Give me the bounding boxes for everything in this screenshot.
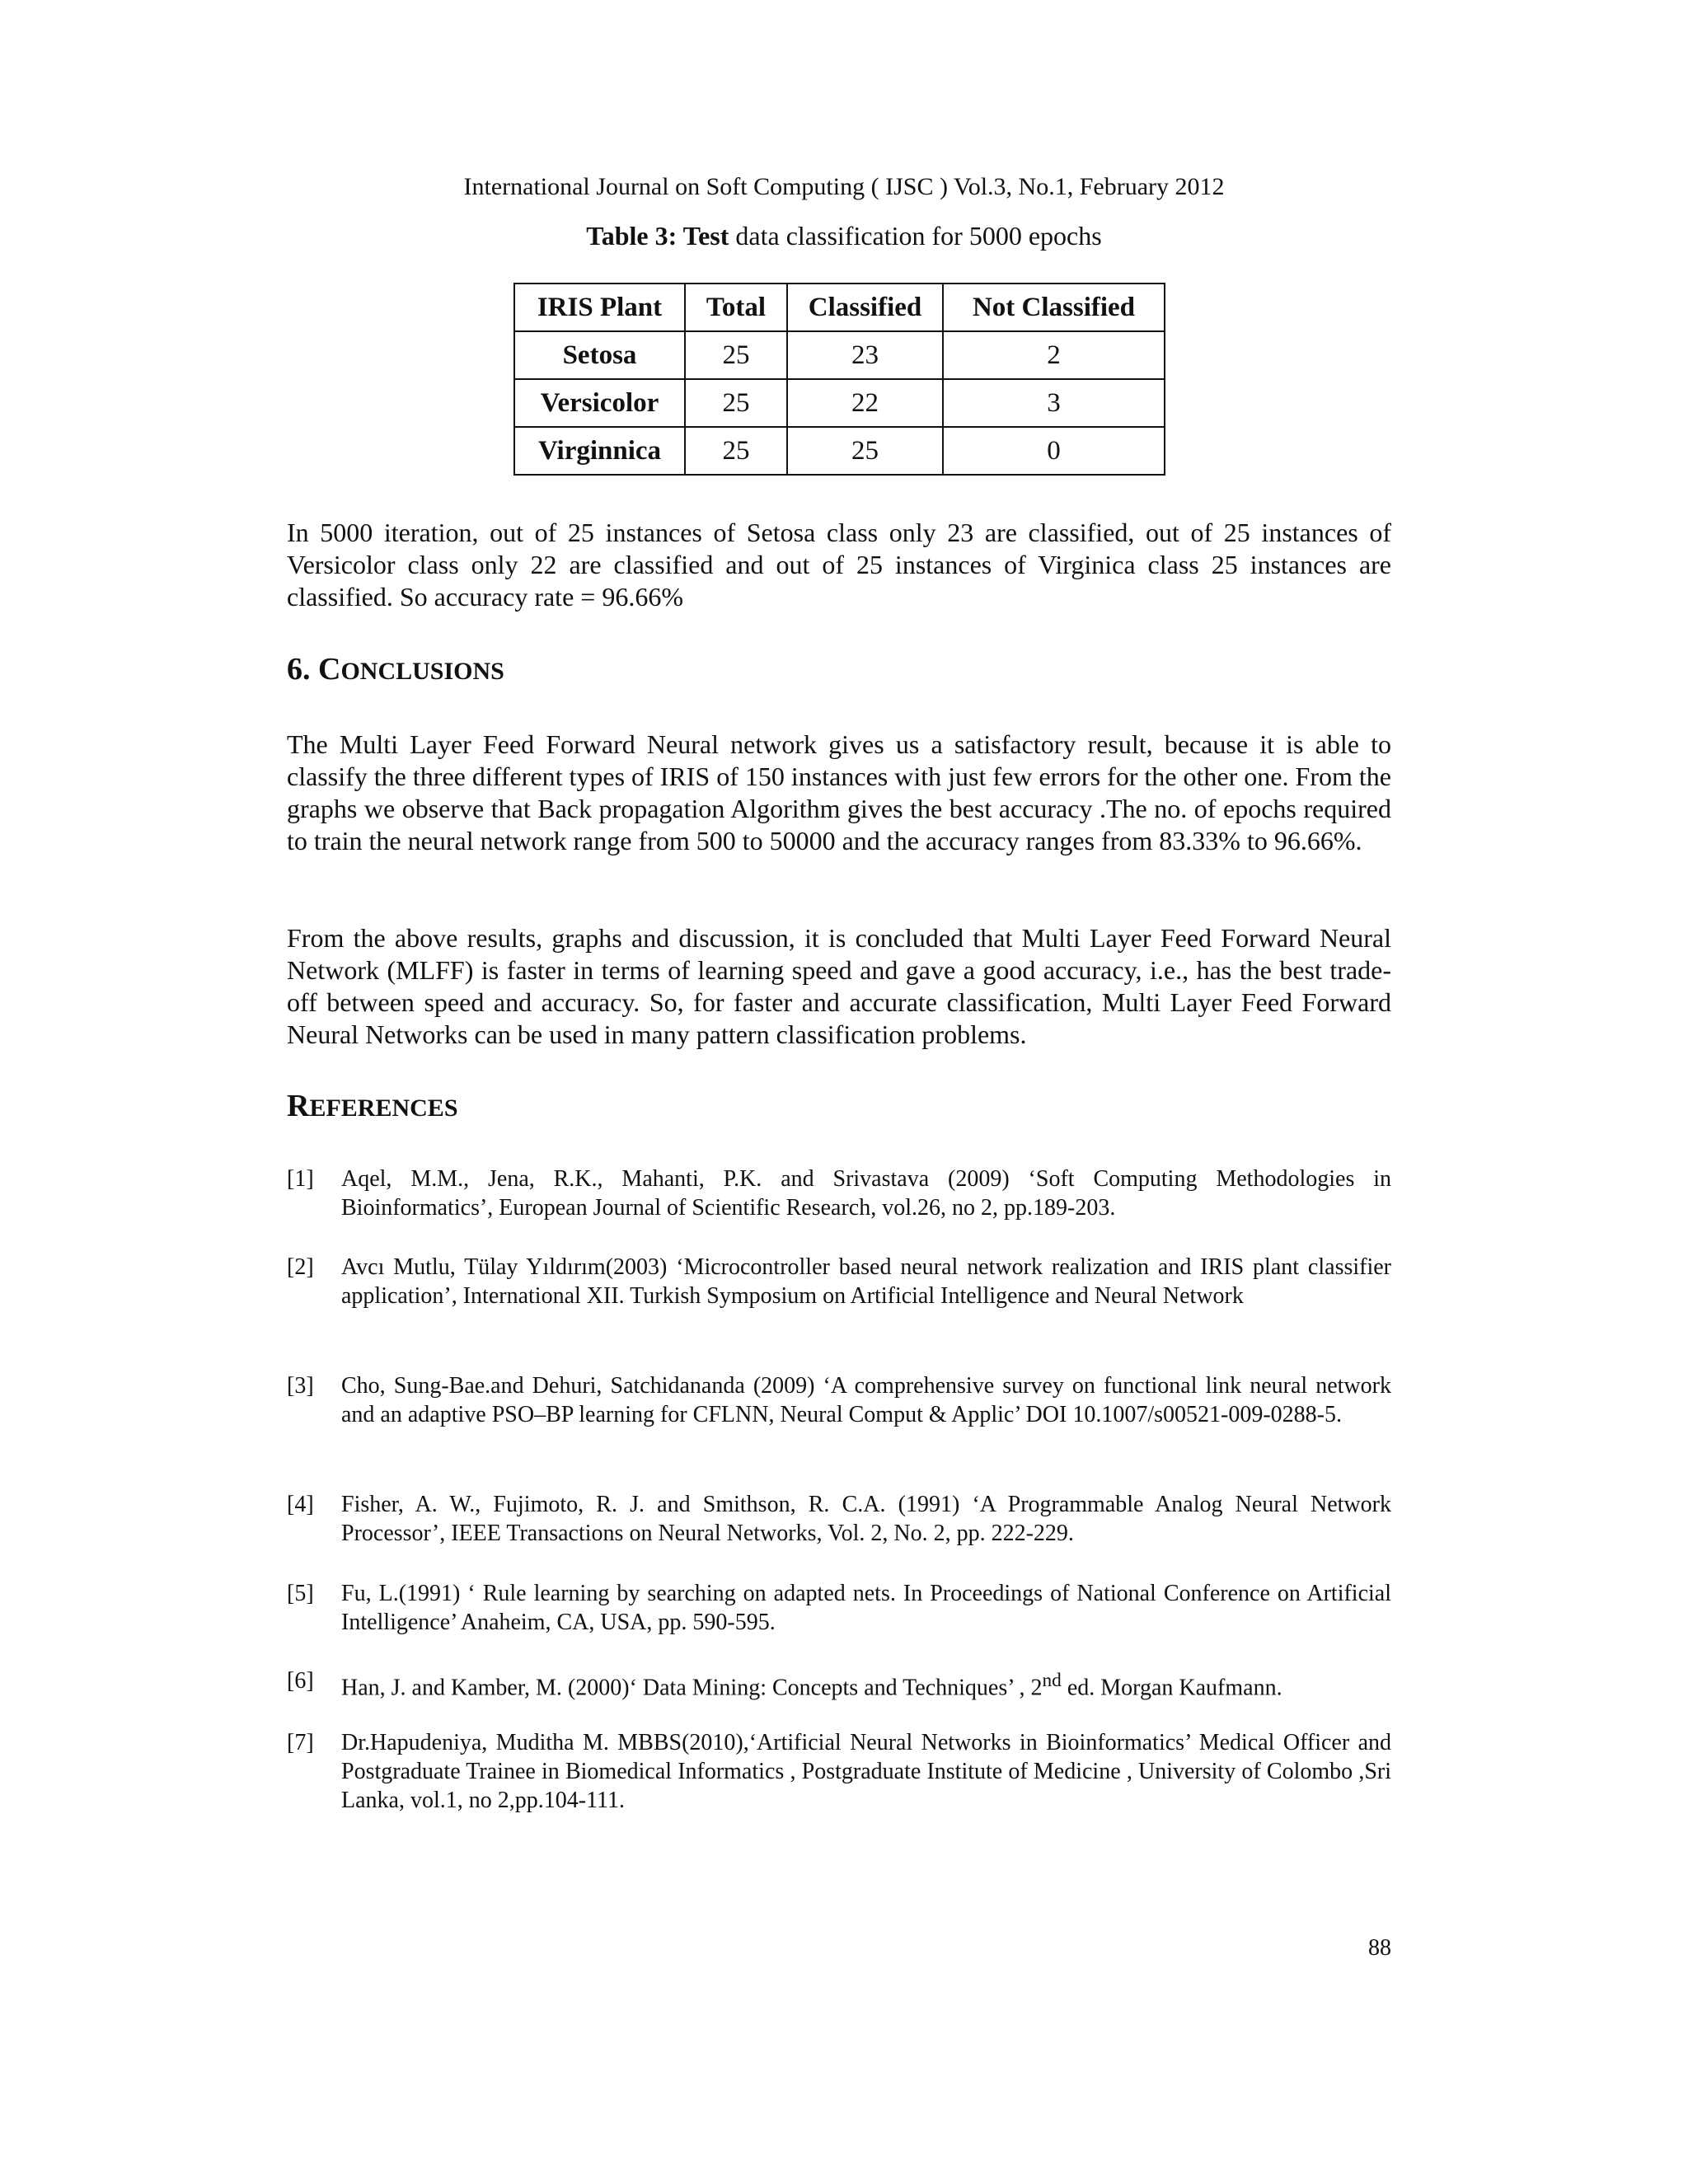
reference-text: Fu, L.(1991) ‘ Rule learning by searching on adapted nets. In Proceedings of National Conference on Artificial Intelligence’ Anaheim, CA, USA, pp. 590-595. [341, 1581, 1391, 1635]
table-cell: 0 [943, 427, 1165, 475]
table-row [514, 379, 1165, 427]
references-heading-initial: R [287, 1089, 310, 1123]
reference-text: Dr.Hapudeniya, Muditha M. MBBS(2010),‘Artificial Neural Networks in Bioinformatics’ Medical Officer and Postgraduate Trainee in Biomedical Informatics , Postgraduate Institute of Medicine , University of Colombo ,Sri Lanka, vol.1, no 2,pp.104-111. [341, 1730, 1391, 1813]
reference-number: [4] [287, 1492, 314, 1517]
column-header: Total [685, 284, 787, 331]
reference-item [287, 1579, 1391, 1637]
references-heading-title: EFERENCES [309, 1094, 458, 1122]
reference-item [287, 1490, 1391, 1548]
reference-text: Aqel, M.M., Jena, R.K., Mahanti, P.K. and Srivastava (2009) ‘Soft Computing Methodologies in Bioinformatics’, European Journal of Scientific Research, vol.26, no 2, pp.189-203. [341, 1166, 1391, 1221]
reference-item [287, 1253, 1391, 1310]
table-caption-text: data classification for 5000 epochs [729, 221, 1102, 251]
classification-table [513, 283, 1165, 476]
reference-number: [3] [287, 1373, 314, 1399]
conclusions-heading-number: 6. C [287, 652, 341, 687]
table-header-row [514, 284, 1165, 331]
table-cell: 25 [787, 427, 943, 475]
table-cell: 3 [943, 379, 1165, 427]
column-header: Not Classified [943, 284, 1165, 331]
results-paragraph: In 5000 iteration, out of 25 instances of Setosa class only 23 are classified, out of 25 instances of Versicolor class only 22 are classified and out of 25 instances of Virginica class 25 instances are classified. So accuracy rate = 96.66% [287, 518, 1391, 612]
reference-item [287, 1371, 1391, 1429]
table-cell: 23 [787, 331, 943, 379]
conclusions-heading-title: ONCLUSIONS [340, 658, 504, 685]
table-cell: 2 [943, 331, 1165, 379]
column-header: IRIS Plant [514, 284, 685, 331]
running-header: International Journal on Soft Computing ( IJSC ) Vol.3, No.1, February 2012 [463, 173, 1225, 200]
table-cell: 22 [787, 379, 943, 427]
reference-number: [1] [287, 1166, 314, 1192]
conclusions-paragraph-1: The Multi Layer Feed Forward Neural network gives us a satisfactory result, because it is able to classify the three different types of IRIS of 150 instances with just few errors for the other one. From the graphs we observe that Back propagation Algorithm gives the best accuracy .The no. of epochs required to train the neural network range from 500 to 50000 and the accuracy ranges from 83.33% to 96.66%. [287, 729, 1391, 855]
reference-item [287, 1666, 1391, 1702]
conclusions-paragraph-2: From the above results, graphs and discussion, it is concluded that Multi Layer Feed Forward Neural Network (MLFF) is faster in terms of learning speed and gave a good accuracy, i.e., has the best trade-off between speed and accuracy. So, for faster and accurate classification, Multi Layer Feed Forward Neural Networks can be used in many pattern classification problems. [287, 923, 1391, 1049]
reference-text-part: ed. Morgan Kaufmann. [1061, 1675, 1282, 1701]
reference-item [287, 1728, 1391, 1815]
column-header: Classified [787, 284, 943, 331]
table-cell: Versicolor [514, 379, 685, 427]
reference-number: [2] [287, 1254, 314, 1280]
reference-number: [6] [287, 1668, 314, 1694]
reference-text: Avcı Mutlu, Tülay Yıldırım(2003) ‘Microcontroller based neural network realization and IRIS plant classifier application’, International XII. Turkish Symposium on Artificial Intelligence and Neural Network [341, 1254, 1391, 1309]
reference-number: [5] [287, 1581, 314, 1606]
conclusions-heading [287, 651, 504, 690]
table-cell: 25 [685, 379, 787, 427]
reference-item [287, 1165, 1391, 1222]
table-cell: 25 [685, 331, 787, 379]
reference-superscript: nd [1042, 1670, 1062, 1691]
reference-number: [7] [287, 1730, 314, 1755]
reference-text [341, 1666, 1391, 1702]
table-row [514, 331, 1165, 379]
reference-text: Fisher, A. W., Fujimoto, R. J. and Smithson, R. C.A. (1991) ‘A Programmable Analog Neural Network Processor’, IEEE Transactions on Neural Networks, Vol. 2, No. 2, pp. 222-229. [341, 1492, 1391, 1546]
references-heading [287, 1088, 458, 1127]
table-caption-label: Table 3: Test [586, 221, 729, 251]
table-caption [0, 219, 1688, 252]
reference-text: Cho, Sung-Bae.and Dehuri, Satchidananda (2009) ‘A comprehensive survey on functional link neural network and an adaptive PSO–BP learning for CFLNN, Neural Comput & Applic’ DOI 10.1007/s00521-009-0288-5. [341, 1373, 1391, 1427]
table-cell: Virginnica [514, 427, 685, 475]
table-row [514, 427, 1165, 475]
table-cell: Setosa [514, 331, 685, 379]
reference-text-part: Han, J. and Kamber, M. (2000)‘ Data Mining: Concepts and Techniques’ , 2 [341, 1675, 1043, 1701]
table-cell: 25 [685, 427, 787, 475]
page-number: 88 [1368, 1935, 1391, 1961]
